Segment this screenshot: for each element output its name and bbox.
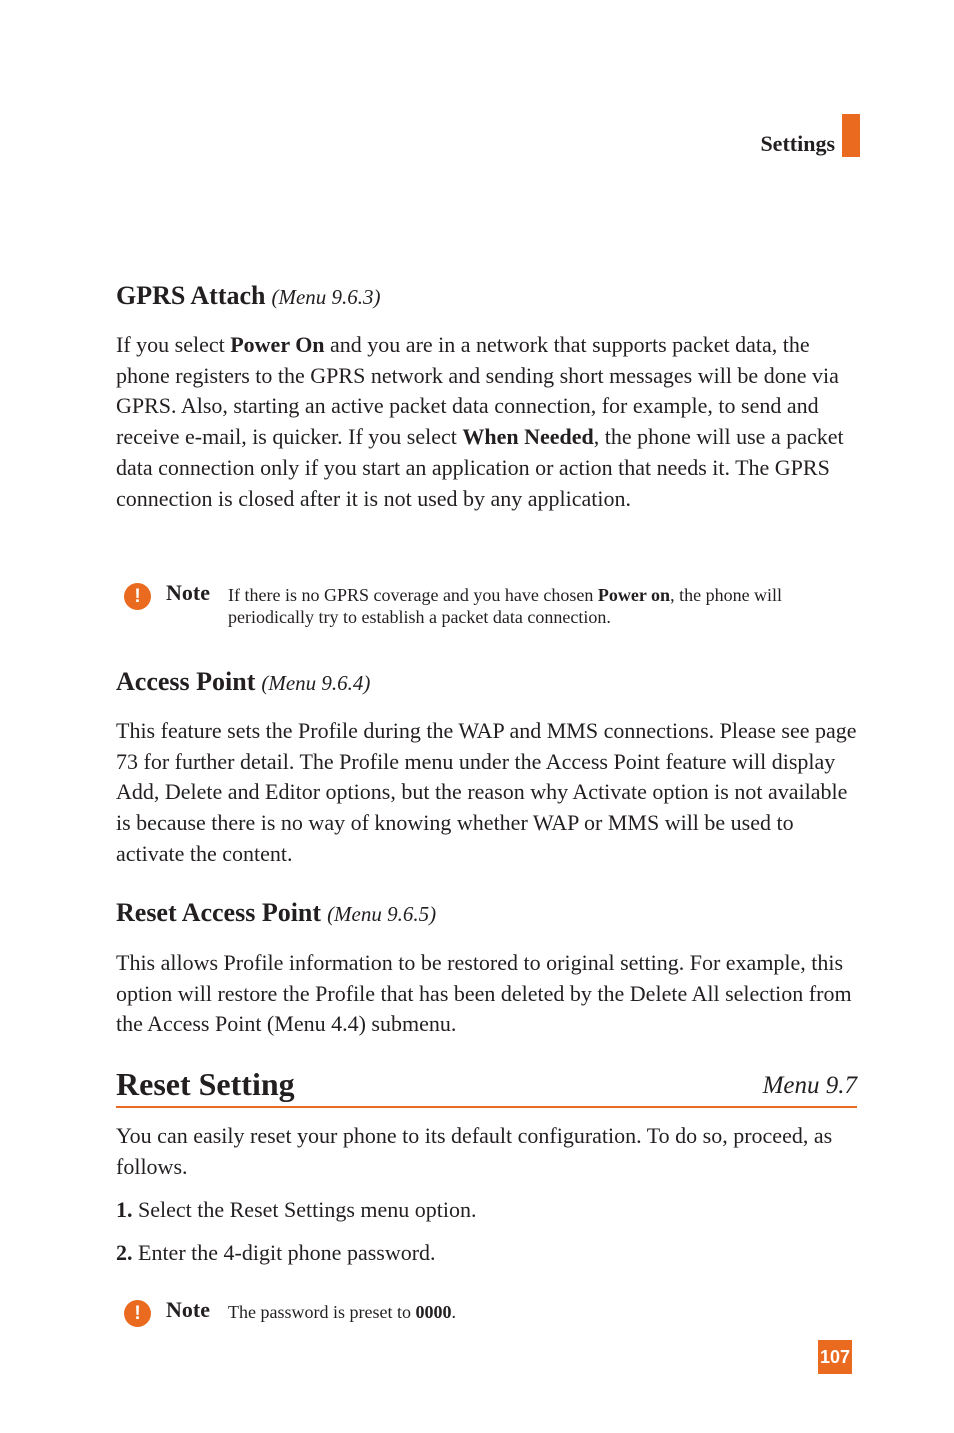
reset-access-point-menu-ref: (Menu 9.6.5) <box>327 902 437 926</box>
step-text: Select the Reset Settings menu option. <box>132 1197 477 1222</box>
gprs-attach-heading <box>116 281 381 311</box>
text-run: . <box>451 1302 456 1322</box>
gprs-attach-menu-ref: (Menu 9.6.3) <box>271 285 381 309</box>
step-number: 1. <box>116 1197 133 1222</box>
note-text <box>228 1302 828 1324</box>
running-header: Settings <box>760 131 835 156</box>
note-label: Note <box>166 1297 210 1322</box>
section-tab-marker <box>842 114 860 157</box>
step-number: 2. <box>116 1240 133 1265</box>
reset-access-point-title: Reset Access Point <box>116 898 322 927</box>
reset-access-point-paragraph: This allows Profile information to be restored to original setting. For example, this option will restore the Profile that has been deleted by the Delete All selection from the Access Point (Menu 4.4) submenu. <box>116 950 852 1037</box>
access-point-menu-ref: (Menu 9.6.4) <box>261 671 371 695</box>
access-point-heading <box>116 667 370 697</box>
reset-access-point-heading <box>116 898 436 928</box>
access-point-title: Access Point <box>116 667 256 696</box>
step-item <box>116 1197 477 1223</box>
page-number: 107 <box>818 1340 852 1374</box>
exclamation-circle-icon: ! <box>124 1300 151 1327</box>
exclamation-circle-icon: ! <box>124 583 151 610</box>
text-run: and you are in a network that supports packet data, the phone registers to the GPRS network and sending short messages will be done via GPRS. Also, starting an active packet data connection, for example, to send and receive e-mail, is quicker. If you select <box>116 332 839 450</box>
text-run: , the phone will use a packet data connection only if you start an application or action that needs it. The GPRS connection is closed after it is not used by any application. <box>116 424 844 511</box>
step-text: Enter the 4-digit phone password. <box>132 1240 436 1265</box>
note-password <box>124 1297 864 1330</box>
reset-setting-menu-ref: Menu 9.7 <box>762 1072 857 1099</box>
note-text <box>228 585 828 628</box>
gprs-attach-title: GPRS Attach <box>116 281 266 310</box>
note-label: Note <box>166 580 210 605</box>
option-when-needed: When Needed <box>462 424 594 450</box>
option-power-on: Power on <box>597 585 671 605</box>
gprs-attach-paragraph <box>116 330 861 514</box>
reset-setting-intro: You can easily reset your phone to its default configuration. To do so, proceed, as follows. <box>116 1123 833 1179</box>
text-run: If there is no GPRS coverage and you have chosen <box>228 585 598 605</box>
option-power-on: Power On <box>230 332 325 357</box>
step-item <box>116 1240 436 1266</box>
note-gprs-coverage <box>124 580 864 629</box>
section-divider <box>116 1106 857 1108</box>
reset-setting-title: Reset Setting <box>116 1066 295 1102</box>
default-password: 0000 <box>415 1302 452 1322</box>
access-point-paragraph: This feature sets the Profile during the WAP and MMS connections. Please see page 73 for further detail. The Profile menu under the Access Point feature will display Add, Delete and Editor options, but the reason why Activate option is not available is because there is no way of knowing whether WAP or MMS will be used to activate the content. <box>116 718 857 866</box>
text-run: The password is preset to <box>228 1302 416 1322</box>
text-run: If you select <box>116 332 231 357</box>
text-run: , the phone will periodically try to establish a packet data connection. <box>228 585 783 627</box>
